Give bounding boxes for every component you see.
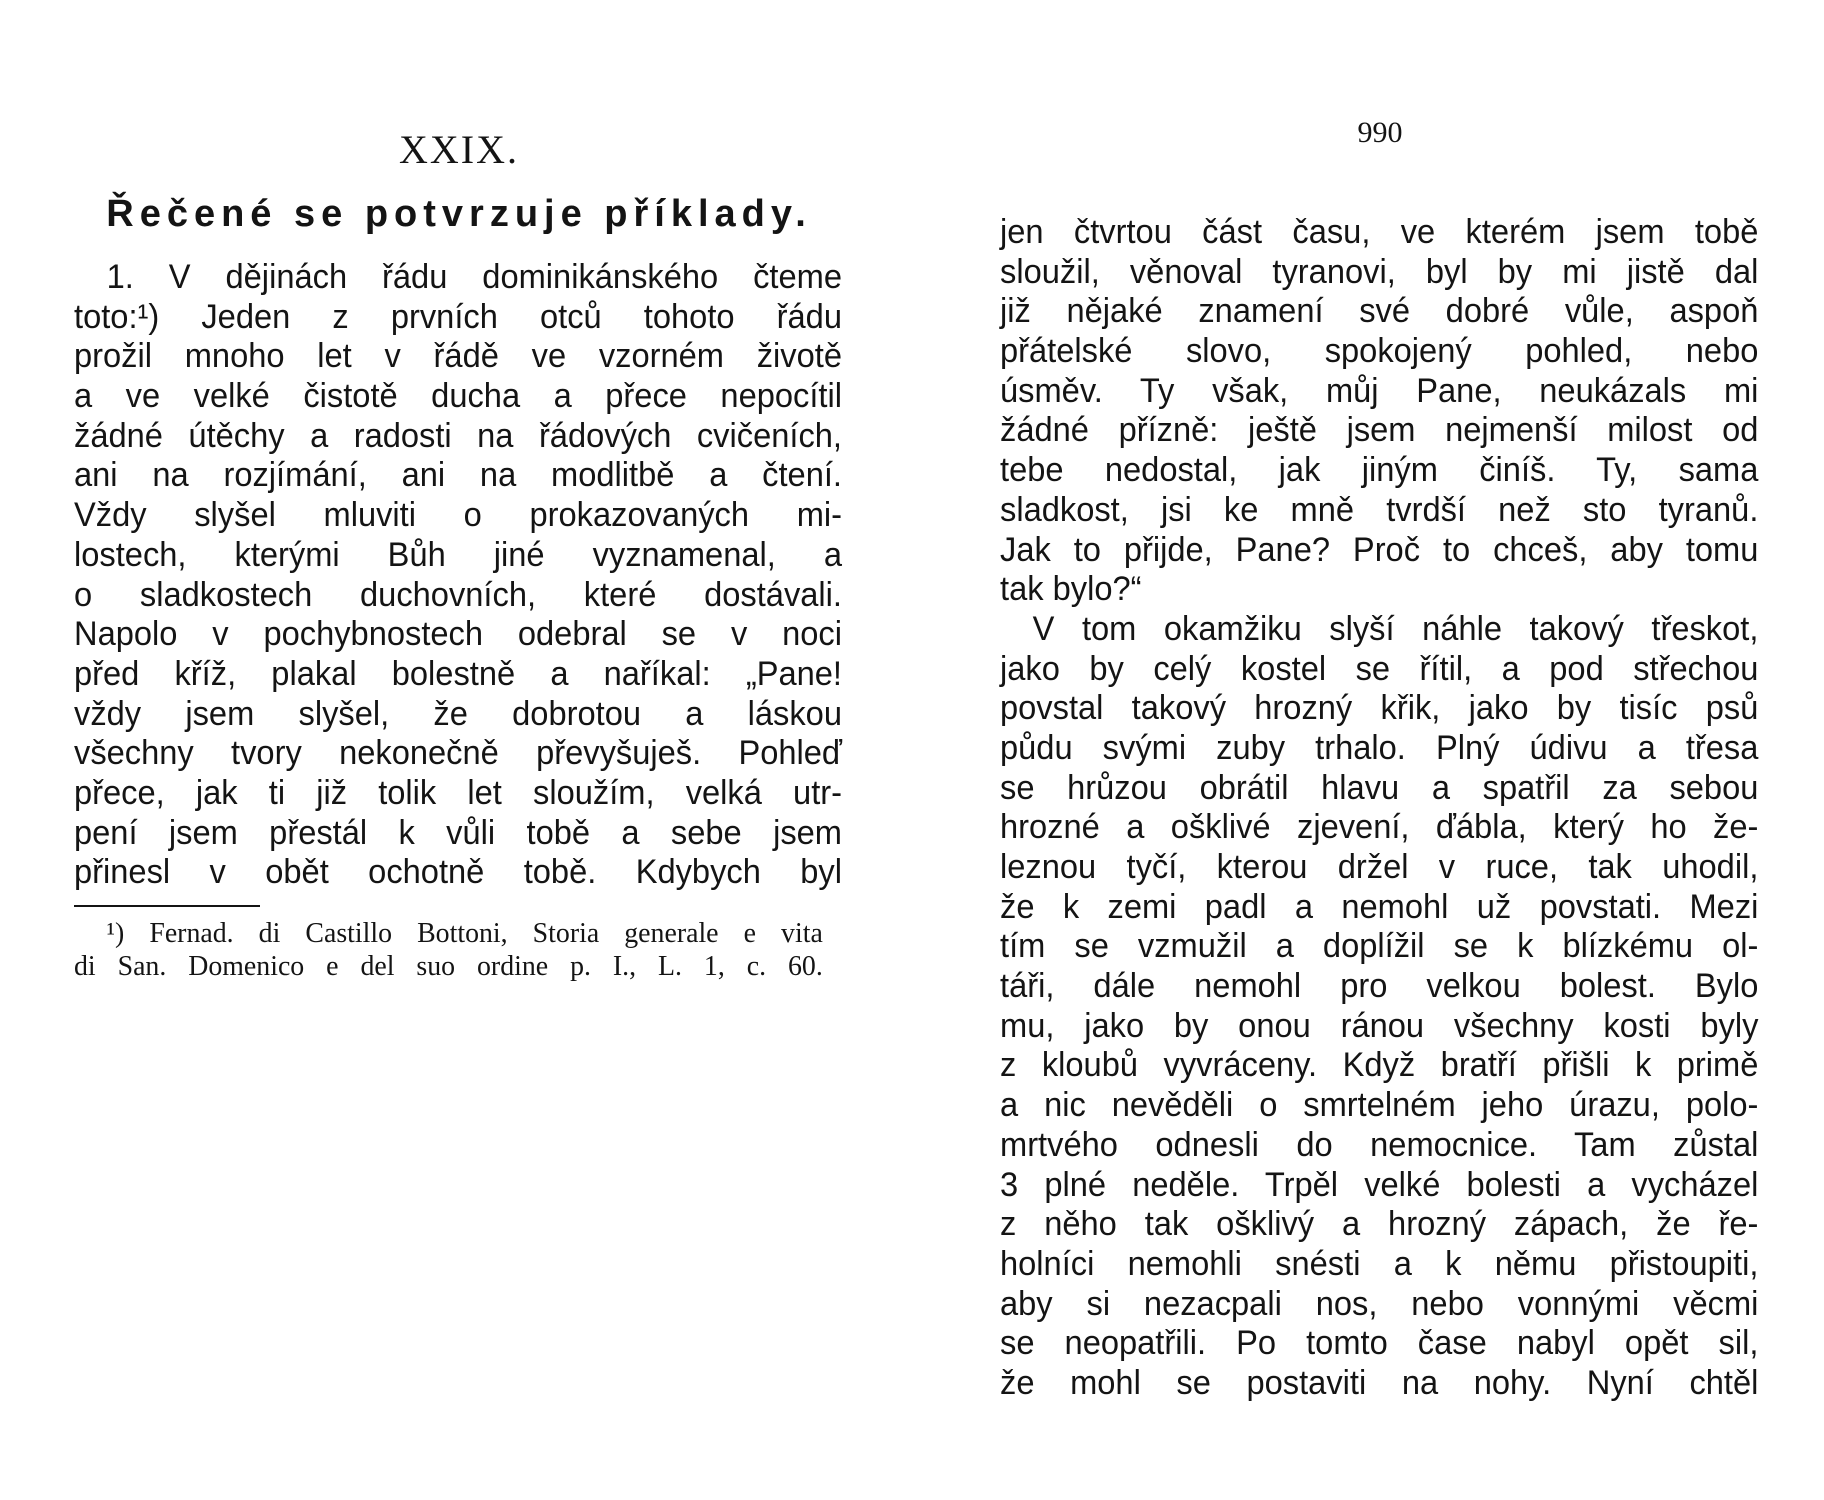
text-line: již nějaké znamení své dobré vůle, aspoň <box>1000 292 1759 331</box>
text-line: Napolo v pochybnostech odebral se v noci <box>74 615 842 654</box>
text-line: jen čtvrtou část času, ve kterém jsem tobě <box>1000 213 1759 251</box>
text-line: před kříž, plakal bolestně a naříkal: „Pane! <box>74 654 842 693</box>
text-line: z něho tak ošklivý a hrozný zápach, že ře- <box>1000 1205 1759 1244</box>
text-line: přinesl v obět ochotně tobě. Kdybych byl <box>74 853 842 892</box>
chapter-number: XXIX. <box>399 127 519 172</box>
text-line: hrozné a ošklivé zjevení, ďábla, který ho že- <box>1000 808 1759 847</box>
footnote-line: di San. Domenico e del suo ordine p. I., L. 1, c. 60. <box>74 950 823 982</box>
text-line: že k zemi padl a nemohl už povstati. Mezi <box>1000 887 1759 926</box>
text-line: prožil mnoho let v řádě ve vzorném životě <box>74 337 842 376</box>
text-line: tak bylo?“ <box>1000 570 1142 609</box>
text-line: žádné přízně: ještě jsem nejmenší milost od <box>1000 411 1759 450</box>
text-line: všechny tvory nekonečně převyšuješ. Pohleď <box>74 734 842 773</box>
text-line: tím se vzmužil a doplížil se k blízkému ol- <box>1000 927 1759 966</box>
text-line: ani na rozjímání, ani na modlitbě a čtení. <box>74 456 842 495</box>
text-line: toto:¹) Jeden z prvních otců tohoto řádu <box>74 297 842 336</box>
text-line: povstal takový hrozný křik, jako by tisíc psů <box>1000 689 1759 728</box>
text-line: lostech, kterými Bůh jiné vyznamenal, a <box>74 535 842 574</box>
text-line: o sladkostech duchovních, které dostávali. <box>74 575 842 614</box>
text-line: vždy jsem slyšel, že dobrotou a láskou <box>74 694 842 733</box>
text-line: 3 plné neděle. Trpěl velké bolesti a vycházel <box>1000 1165 1759 1204</box>
text-line: mrtvého odnesli do nemocnice. Tam zůstal <box>1000 1125 1759 1164</box>
right-body-text <box>1000 213 1758 1404</box>
text-line: půdu svými zuby trhalo. Plný údivu a třesa <box>1000 728 1759 767</box>
text-line: se hrůzou obrátil hlavu a spatřil za sebou <box>1000 768 1759 807</box>
text-line: žádné útěchy a radosti na řádových cvičeních, <box>74 416 842 455</box>
text-line: tebe nedostal, jak jiným činíš. Ty, sama <box>1000 451 1759 490</box>
text-line: Jak to přijde, Pane? Proč to chceš, aby tomu <box>1000 530 1759 569</box>
text-line: se neopatřili. Po tomto čase nabyl opět sil, <box>1000 1324 1759 1363</box>
text-line: z kloubů vyvráceny. Když bratří přišli k primě <box>1000 1046 1759 1085</box>
text-line: úsměv. Ty však, můj Pane, neukázals mi <box>1000 371 1759 410</box>
text-line: mu, jako by onou ránou všechny kosti byly <box>1000 1006 1759 1045</box>
text-line: holníci nemohli snésti a k němu přistoupiti, <box>1000 1244 1759 1283</box>
footnote-line: ¹) Fernad. di Castillo Bottoni, Storia generale e vita <box>106 917 823 949</box>
text-line: jako by celý kostel se řítil, a pod střechou <box>1000 649 1759 688</box>
text-line: přece, jak ti již tolik let sloužím, velká utr- <box>74 773 842 812</box>
text-line: sladkost, jsi ke mně tvrdší než sto tyranů. <box>1000 490 1759 529</box>
left-body-text <box>74 258 842 893</box>
text-line: a nic nevěděli o smrtelném jeho úrazu, polo- <box>1000 1086 1759 1125</box>
text-line: že mohl se postaviti na nohy. Nyní chtěl <box>1000 1363 1759 1402</box>
text-line: táři, dále nemohl pro velkou bolest. Bylo <box>1000 967 1759 1006</box>
text-line: přátelské slovo, spokojený pohled, nebo <box>1000 332 1759 371</box>
text-line: leznou tyčí, kterou držel v ruce, tak uhodil, <box>1000 848 1759 886</box>
footnote <box>74 917 823 983</box>
text-line: Vždy slyšel mluviti o prokazovaných mi- <box>74 496 842 535</box>
footnote-divider <box>74 905 260 907</box>
text-line: pení jsem přestál k vůli tobě a sebe jsem <box>74 813 842 852</box>
text-line: aby si nezacpali nos, nebo vonnými věcmi <box>1000 1284 1759 1323</box>
chapter-title: Řečené se potvrzuje příklady. <box>106 193 812 235</box>
page-number: 990 <box>1357 116 1403 149</box>
text-line: sloužil, věnoval tyranovi, byl by mi jistě dal <box>1000 252 1759 291</box>
text-line: 1. V dějinách řádu dominikánského čteme <box>106 258 842 296</box>
text-line: a ve velké čistotě ducha a přece nepocítil <box>74 377 842 416</box>
text-line: V tom okamžiku slyší náhle takový třeskot, <box>1032 609 1759 648</box>
